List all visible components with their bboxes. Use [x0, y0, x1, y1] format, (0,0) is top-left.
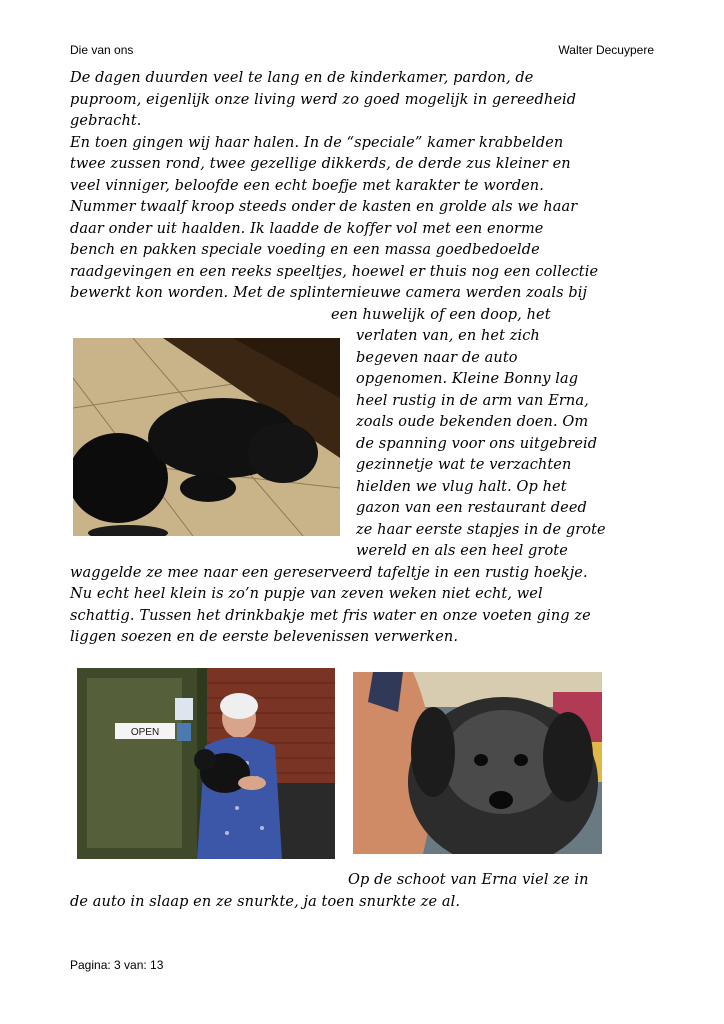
puppies-on-floor-photo — [73, 338, 340, 536]
text-line: wereld en als een heel grote — [356, 543, 568, 559]
woman-with-puppy-photo — [77, 668, 335, 859]
text-line: een huwelijk of een doop, het — [331, 307, 551, 323]
text-line: bench en pakken speciale voeding en een massa goedbedoelde — [70, 242, 540, 258]
text-line: Nummer twaalf kroop steeds onder de kasten en grolde als we haar — [70, 199, 578, 215]
caption-line: Op de schoot van Erna viel ze in — [348, 872, 589, 888]
text-line: schattig. Tussen het drinkbakje met fris water en onze voeten ging ze — [70, 608, 591, 624]
text-line: De dagen duurden veel te lang en de kinderkamer, pardon, de — [70, 70, 534, 86]
text-line: zoals oude bekenden doen. Om — [356, 414, 589, 430]
text-line: twee zussen rond, twee gezellige dikkerds, de derde zus kleiner en — [70, 156, 571, 172]
header-title: Die van ons — [70, 43, 134, 57]
header-author: Walter Decuypere — [558, 43, 654, 57]
text-line: Nu echt heel klein is zo’n pupje van zeven weken niet echt, wel — [70, 586, 543, 602]
text-line: verlaten van, en het zich — [356, 328, 540, 344]
open-sign: OPEN — [130, 727, 160, 738]
text-line: puproom, eigenlijk onze living werd zo goed mogelijk in gereedheid — [70, 92, 577, 108]
text-line: En toen gingen wij haar halen. In de “speciale” kamer krabbelden — [70, 135, 564, 151]
text-line: ze haar eerste stapjes in de grote — [356, 522, 606, 538]
caption-line: de auto in slaap en ze snurkte, ja toen snurkte ze al. — [70, 894, 461, 910]
text-line: de spanning voor ons uitgebreid — [356, 436, 598, 452]
text-line: heel rustig in de arm van Erna, — [356, 393, 589, 409]
text-line: gazon van een restaurant deed — [356, 500, 587, 516]
text-line: bewerkt kon worden. Met de splinternieuwe camera werden zoals bij — [70, 285, 588, 301]
text-line: hielden we vlug halt. Op het — [356, 479, 567, 495]
text-line: raadgevingen en een reeks speeltjes, hoewel er thuis nog een collectie — [70, 264, 599, 280]
text-line: opgenomen. Kleine Bonny lag — [356, 371, 579, 387]
text-line: gezinnetje wat te verzachten — [356, 457, 572, 473]
text-line: daar onder uit haalden. Ik laadde de koffer vol met een enorme — [70, 221, 544, 237]
text-line: gebracht. — [70, 113, 142, 129]
page-number: Pagina: 3 van: 13 — [70, 958, 164, 972]
text-line: waggelde ze mee naar een gereserveerd tafeltje in een rustig hoekje. — [70, 565, 588, 581]
puppy-closeup-photo — [353, 672, 602, 854]
text-line: liggen soezen en de eerste belevenissen verwerken. — [70, 629, 459, 645]
text-line: begeven naar de auto — [356, 350, 518, 366]
text-line: veel vinniger, beloofde een echt boefje met karakter te worden. — [70, 178, 544, 194]
